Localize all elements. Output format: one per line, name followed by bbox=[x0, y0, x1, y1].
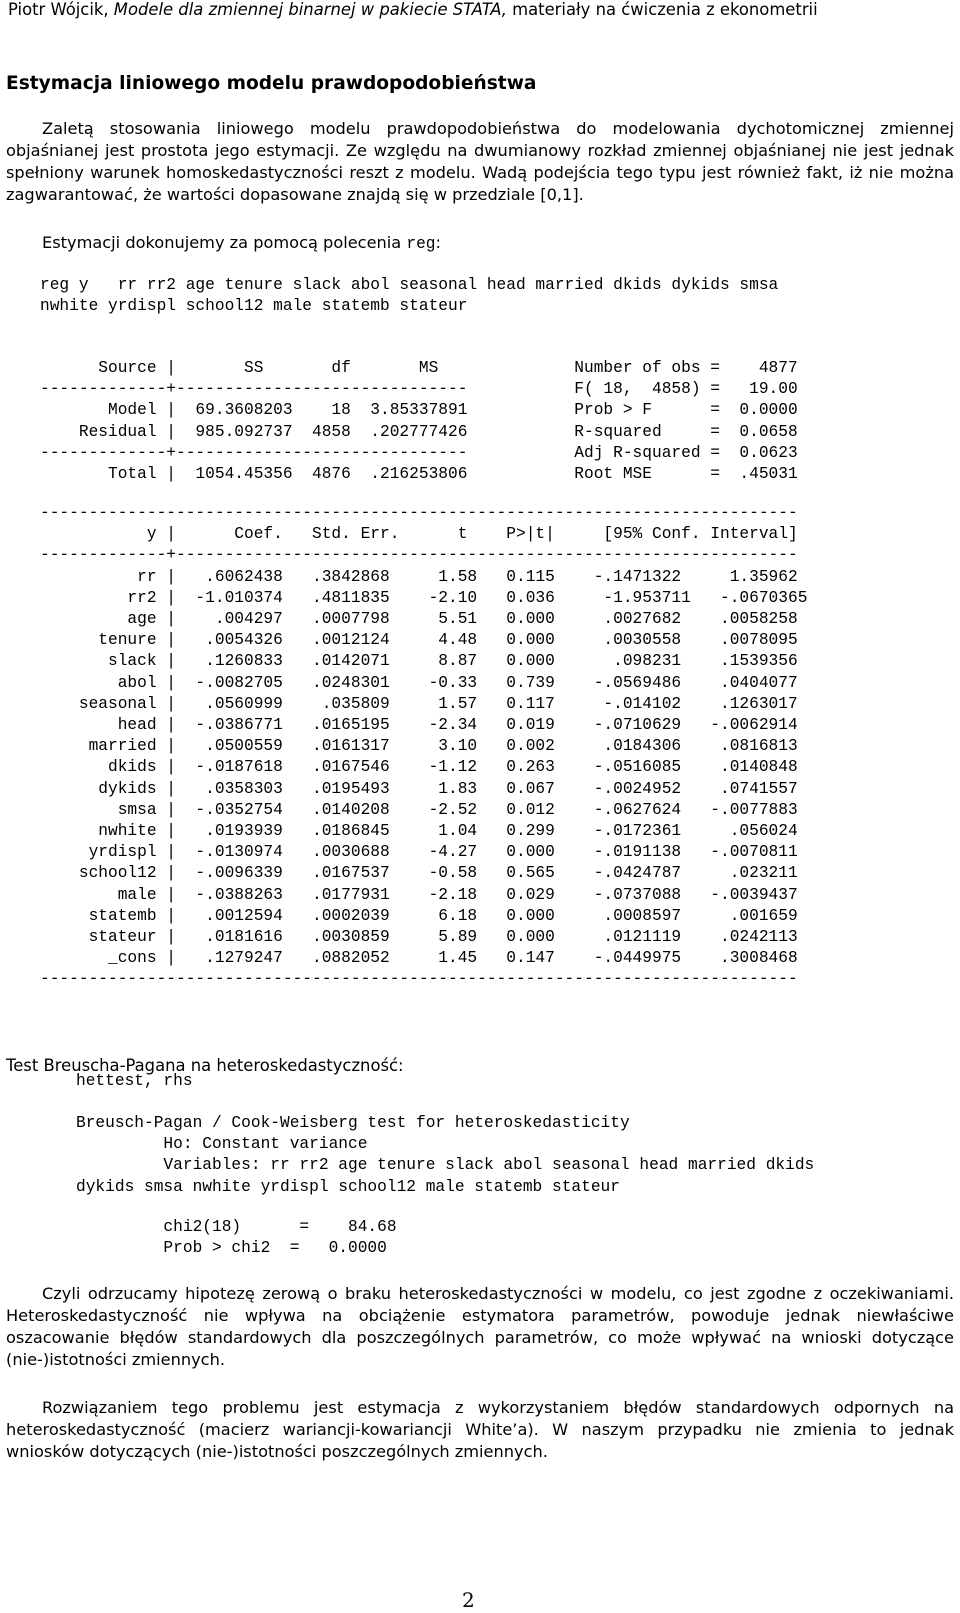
coefficient-table: ------------------------------------------------------------------------------ y | Coef. Std. Err. t P>|t| [95% Conf. Interval] -------------+---------------------------------------------------------------- rr | .6062438 .3842868 1.58 0.115 -.1471322 1.35962 rr2 | -1.010374 .4811835 -2.10 0.036 -1.953711 -.0670365 age | .004297 .0007798 5.51 0.000 .0027682 .0058258 tenure | .0054326 .0012124 4.48 0.000 .0030558 .0078095 slack | .1260833 .0142071 8.87 0.000 .098231 .1539356 abol | -.0082705 .0248301 -0.33 0.739 -.0569486 .0404077 seasonal | .0560999 .035809 1.57 0.117 -.014102 .1263017 head | -.0386771 .0165195 -2.34 0.019 -.0710629 -.0062914 married | .0500559 .0161317 3.10 0.002 .0184306 .0816813 dkids | -.0187618 .0167546 -1.12 0.263 -.0516085 .0140848 dykids | .0358303 .0195493 1.83 0.067 -.0024952 .0741557 smsa | -.0352754 .0140208 -2.52 0.012 -.0627624 -.0077883 nwhite | .0193939 .0186845 1.04 0.299 -.0172361 .056024 yrdispl | -.0130974 .0030688 -4.27 0.000 -.0191138 -.0070811 school12 | -.0096339 .0167537 -0.58 0.565 -.0424787 .023211 male | -.0388263 .0177931 -2.18 0.029 -.0737088 -.0039437 statemb | .0012594 .0002039 6.18 0.000 .0008597 .001659 stateur | .0181616 .0030859 5.89 0.000 .0121119 .0242113 _cons | .1279247 .0882052 1.45 0.147 -.0449975 .3008468 ------------------------------------------------------------------------------ bbox=[40, 504, 808, 989]
page-number: 2 bbox=[462, 1588, 475, 1612]
hettest-heading: Test Breuscha-Pagana na heteroskedastyczność: bbox=[6, 1056, 404, 1075]
intro-paragraph bbox=[6, 118, 954, 206]
hettest-command: hettest, rhs bbox=[76, 1072, 193, 1090]
hettest-statistics: chi2(18) = 84.68 Prob > chi2 = 0.0000 bbox=[163, 1218, 397, 1258]
section-heading: Estymacja liniowego modelu prawdopodobieństwa bbox=[6, 73, 537, 94]
colon: : bbox=[435, 233, 441, 252]
conclusion-paragraph bbox=[6, 1283, 954, 1371]
anova-table: Source | SS df MS Number of obs = 4877 -------------+------------------------------ F( 18, 4858) = 19.00 Model | 69.3608203 18 3.85337891 Prob > F = 0.0000 Residual | 985.092737 4858 .202777426 R-squared = 0.0658 -------------+------------------------------ Adj R-squared = 0.0623 Total | 1054.45356 4876 .216253806 Root MSE = .45031 bbox=[40, 359, 798, 484]
command-intro-paragraph bbox=[6, 232, 954, 255]
command-intro-text: Estymacji dokonujemy za pomocą polecenia bbox=[42, 233, 407, 252]
conclusion-paragraph-text: Czyli odrzucamy hipotezę zerową o braku heteroskedastyczności w modelu, co jest zgodne z oczekiwaniami. Heteroskedastyczność nie wpływa na obciążenie estymatora parametrów, powoduje jednak niewłaściwe oszacowanie błędów standardowych dla poszczególnych parametrów, co może wpływać na wnioski dotyczące (nie-)istotności zmiennych. bbox=[6, 1284, 954, 1369]
intro-paragraph-text: Zaletą stosowania liniowego modelu prawdopodobieństwa do modelowania dychotomicznej zmiennej objaśnianej jest prostota jego estymacji. Ze względu na dwumianowy rozkład zmiennej objaśnianej nie jest jednak spełniony warunek homoskedastyczności reszt z modelu. Wadą podejścia tego typu jest również fakt, iż nie można zagwarantować, że wartości dopasowane znajdą się w przedziale [0,1]. bbox=[6, 119, 954, 204]
reg-command-block: reg y rr rr2 age tenure slack abol seasonal head married dkids dykids smsa nwhite yrdispl school12 male statemb stateur bbox=[40, 276, 779, 316]
solution-paragraph bbox=[6, 1397, 954, 1463]
header-title: Modele dla zmiennej binarnej w pakiecie STATA, bbox=[113, 0, 507, 19]
hettest-output: Breusch-Pagan / Cook-Weisberg test for heteroskedasticity Ho: Constant variance Variables: rr rr2 age tenure slack abol seasonal head married dkids dykids smsa nwhite yrdispl school12 male statemb stateur bbox=[76, 1114, 815, 1196]
header-subtitle: materiały na ćwiczenia z ekonometrii bbox=[512, 0, 818, 19]
reg-command-inline: reg bbox=[406, 235, 436, 253]
header-author: Piotr Wójcik, bbox=[8, 0, 109, 19]
page-header bbox=[8, 0, 952, 20]
solution-paragraph-text: Rozwiązaniem tego problemu jest estymacja z wykorzystaniem błędów standardowych odpornych na heteroskedastyczność (macierz wariancji-kowariancji White’a). W naszym przypadku nie zmienia to jednak wniosków dotyczących (nie-)istotności poszczególnych zmiennych. bbox=[6, 1398, 954, 1461]
